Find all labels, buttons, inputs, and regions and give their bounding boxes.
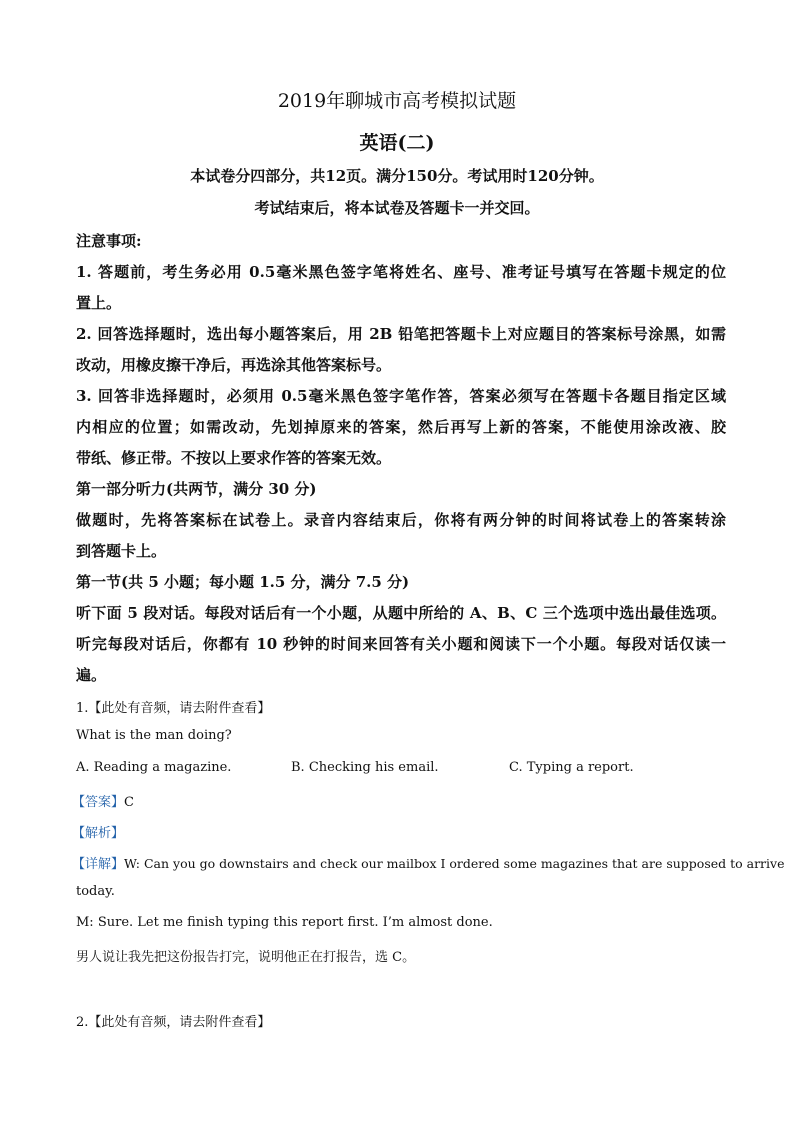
q1-analysis-label: 【解析】 [72, 826, 125, 841]
q1-option-b: B. Checking his email. [291, 760, 439, 775]
note-2-line-1: 2. 回答选择题时，选出每小题答案后，用 2B 铅笔把答题卡上对应题目的答案标号涂黑，如需 [76, 325, 726, 343]
note-1-line-2: 置上。 [76, 294, 122, 312]
detail-label: 【详解】 [72, 857, 125, 872]
q1-option-a: A. Reading a magazine. [76, 760, 232, 775]
q1-option-c: C. Typing a report. [509, 760, 634, 775]
part1-desc-line-1: 做题时，先将答案标在试卷上。录音内容结束后，你将有两分钟的时间将试卷上的答案转涂 [76, 511, 726, 529]
notes-heading: 注意事项: [76, 232, 142, 250]
note-3-line-1: 3. 回答非选择题时，必须用 0.5毫米黑色签字笔作答，答案必须写在答题卡各题目指定区域 [76, 387, 726, 405]
section1-instr-line-1: 听下面 5 段对话。每段对话后有一个小题，从题中所给的 A、B、C 三个选项中选出最佳选项。 [76, 604, 726, 622]
part1-heading: 第一部分听力(共两节，满分 30 分) [76, 480, 317, 498]
page-title: 2019年聊城市高考模拟试题 [277, 90, 517, 112]
q1-detail-line-3: M: Sure. Let me finish typing this report first. I’m almost done. [76, 915, 493, 930]
note-1-line-1: 1. 答题前，考生务必用 0.5毫米黑色签字笔将姓名、座号、准考证号填写在答题卡规定的位 [76, 263, 726, 281]
note-3-line-3: 带纸、修正带。不按以上要求作答的答案无效。 [76, 449, 392, 467]
q1-detail-line-1 [72, 853, 784, 872]
answer-value: C [124, 795, 134, 810]
detail-text: W: Can you go downstairs and check our mailbox I ordered some magazines that are supposed to arrive [124, 856, 785, 871]
q1-audio-note: 1.【此处有音频，请去附件查看】 [76, 701, 271, 716]
q1-question: What is the man doing? [76, 728, 232, 743]
note-3-line-2: 内相应的位置；如需改动，先划掉原来的答案，然后再写上新的答案，不能使用涂改液、胶 [76, 418, 726, 436]
page-subtitle: 英语(二) [359, 132, 435, 154]
answer-label: 【答案】 [72, 795, 125, 810]
q1-answer [72, 791, 134, 810]
section1-instr-line-3: 遍。 [76, 666, 107, 684]
q2-audio-note: 2.【此处有音频，请去附件查看】 [76, 1015, 271, 1030]
q1-detail-line-2: today. [76, 884, 115, 899]
note-2-line-2: 改动，用橡皮擦干净后，再选涂其他答案标号。 [76, 356, 392, 374]
section1-instr-line-2: 听完每段对话后，你都有 10 秒钟的时间来回答有关小题和阅读下一个小题。每段对话仅读一 [76, 635, 726, 653]
part1-desc-line-2: 到答题卡上。 [76, 542, 167, 560]
exam-info: 本试卷分四部分，共12页。满分150分。考试用时120分钟。 [190, 167, 604, 185]
q1-explanation: 男人说让我先把这份报告打完，说明他正在打报告，选 C。 [76, 950, 416, 965]
exam-return-note: 考试结束后，将本试卷及答题卡一并交回。 [254, 199, 540, 217]
section1-heading: 第一节(共 5 小题；每小题 1.5 分，满分 7.5 分) [76, 573, 410, 591]
